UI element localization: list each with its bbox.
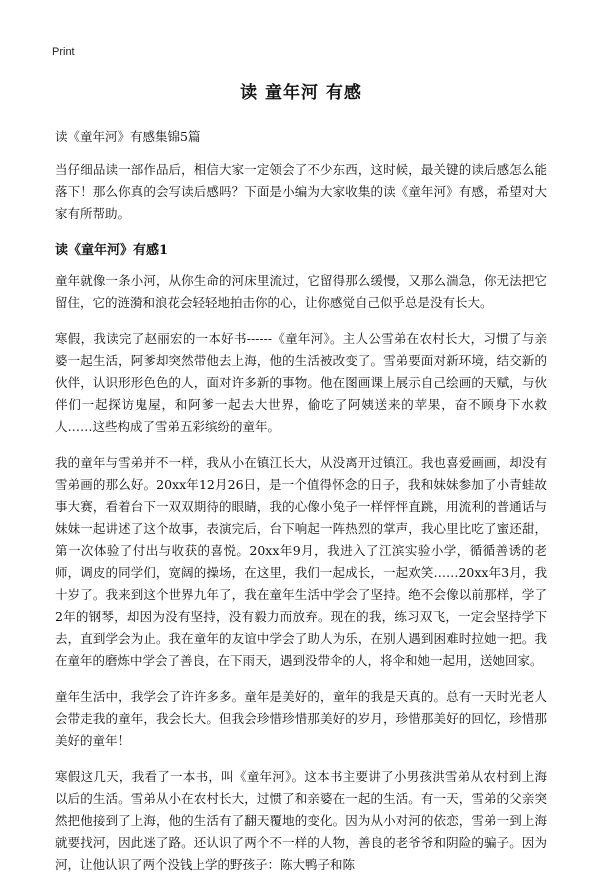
body-paragraph: 童年生活中，我学会了许许多多。童年是美好的，童年的我是天真的。总有一天时光老人会带走我的童年，我会长大。但我会珍惜珍惜那美好的岁月，珍惜那美好的回忆，珍惜那美好的童年！: [55, 689, 547, 748]
document-body: [55, 78, 547, 890]
section-heading: 读《童年河》有感1: [55, 243, 169, 258]
document-subtitle: 读《童年河》有感集锦5篇: [55, 129, 201, 144]
body-paragraph: 童年就像一条小河，从你生命的河床里流过，它留得那么缓慢，又那么湍急，你无法把它留住，它的涟漪和浪花会轻轻地拍击你的心，让你感觉自己似乎总是没有长大。: [55, 273, 547, 310]
intro-paragraph: 当仔细品读一部作品后，相信大家一定领会了不少东西，这时候，最关键的读后感怎么能落下！那么你真的会写读后感吗？下面是小编为大家收集的读《童年河》有感，希望对大家有所帮助。: [55, 162, 547, 221]
body-paragraph: 寒假这几天，我看了一本书，叫《童年河》。这本书主要讲了小男孩洪雪弟从农村到上海以后的生活。雪弟从小在农村长大，过惯了和亲婆在一起的生活。有一天，雪弟的父亲突然把他接到了上海，他的生活有了翻天覆地的变化。因为从小对河的依恋，雪弟一到上海就要找河，因此迷了路。还认识了两个不一样的人物，善良的老爷爷和阴险的骗子。因为河，让他认识了两个没钱上学的野孩子：陈大鸭子和陈: [55, 769, 547, 872]
document-title: 读 童年河 有感: [240, 83, 362, 103]
print-link[interactable]: Print: [52, 46, 75, 58]
body-paragraph: 我的童年与雪弟并不一样，我从小在镇江长大，从没离开过镇江。我也喜爱画画，却没有雪弟画的那么好。20xx年12月26日，是一个值得怀念的日子，我和妹妹参加了小青蛙故事大赛，看着台下一双双期待的眼睛，我的心像小兔子一样怦怦直跳，用流利的普通话与妹妹一起讲述了这个故事，表演完后，台下响起一阵热烈的掌声，我心里比吃了蜜还甜，第一次体验了付出与收获的喜悦。20xx年9月，我进入了江滨实验小学，循循善诱的老师，调皮的同学们，宽阔的操场，在这里，我们一起成长，一起欢笑……20xx年3月，我十岁了。我来到这个世界九年了，我在童年生活中学会了坚持。绝不会像以前那样，学了2年的钢琴，却因为没有坚持，没有毅力而放弃。现在的我，练习双飞，一定会坚持学下去，直到学会为止。我在童年的友谊中学会了助人为乐，在别人遇到困难时拉她一把。我在童年的磨炼中学会了善良，在下雨天，遇到没带伞的人，将伞和她一起用，送她回家。: [55, 455, 547, 668]
body-paragraph: 寒假，我读完了赵丽宏的一本好书------《童年河》。主人公雪弟在农村长大，习惯了与亲婆一起生活，阿爹却突然带他去上海，他的生活被改变了。雪弟要面对新环境，结交新的伙伴，认识形形色色的人，面对许多新的事物。他在图画课上展示自己绘画的天赋，与伙伴们一起探访鬼屋，和阿爹一起去大世界，偷吃了阿姨送来的苹果，奋不顾身下水救人……这些构成了雪弟五彩缤纷的童年。: [55, 331, 547, 434]
